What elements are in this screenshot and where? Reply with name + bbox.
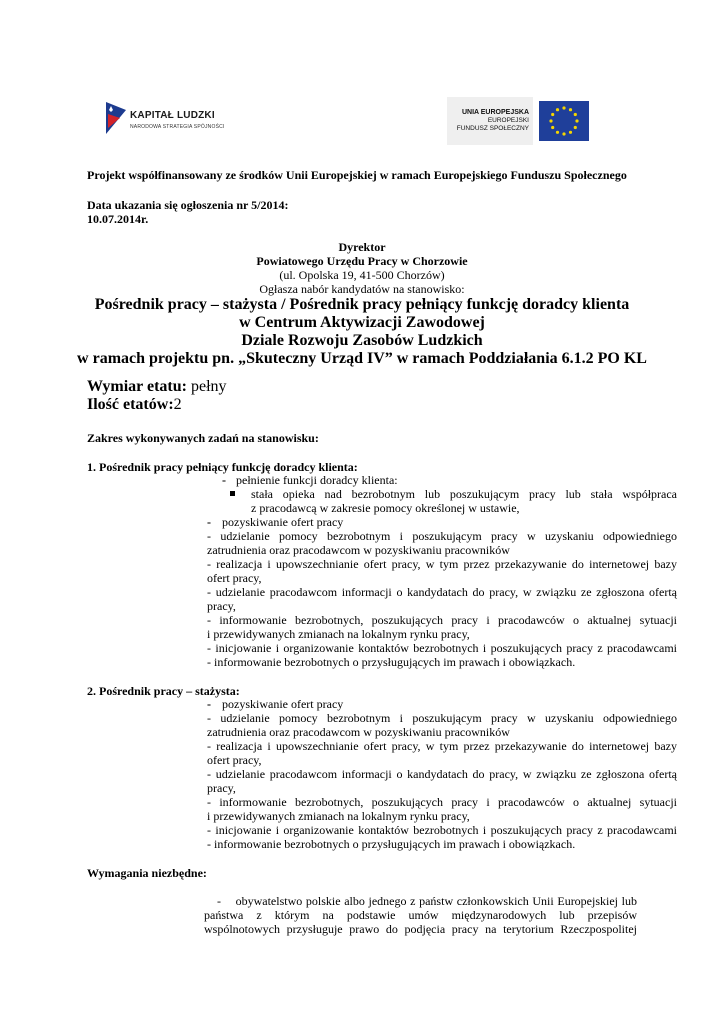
section2-item-pozyskiwanie: pozyskiwanie ofert pracy (222, 697, 344, 711)
square-bullet-icon (230, 491, 235, 496)
eu-logo-text (457, 109, 529, 133)
header-director: Dyrektor (338, 240, 386, 254)
section1-item-info-pracodawcom-line1: - udzielanie pracodawcom informacji o kandydatach do pracy, w związku ze zgłoszona ofertą (207, 585, 677, 599)
section1-item-udzielanie-line1: - udzielanie pomocy bezrobotnym i poszukującym pracy w uzyskaniu odpowiedniego (207, 529, 677, 543)
wymiar-etatu-value: pełny (186, 378, 227, 395)
section1-sub-bullet-line1: stała opieka nad bezrobotnym lub poszukującym pracy lub stała współpraca (251, 487, 677, 501)
section1-item-prawa: - informowanie bezrobotnych o przysługujących im prawach i obowiązkach. (207, 655, 576, 669)
section2-item-informowanie-line2: i przewidywanych zmianach na lokalnym rynku pracy, (207, 809, 470, 823)
wymagania-line1: - obywatelstwo polskie albo jednego z państw członkowskich Unii Europejskiej lub (217, 894, 637, 908)
section2-item-info-pracodawcom-line2: pracy, (207, 781, 236, 795)
section1-item-realizacja-line2: ofert pracy, (207, 571, 262, 585)
section1-item-udzielanie-line2: zatrudnienia oraz pracodawcom w pozyskiwaniu pracowników (207, 543, 510, 557)
section2-item-prawa: - informowanie bezrobotnych o przysługujących im prawach i obowiązkach. (207, 837, 576, 851)
wymiar-etatu (87, 378, 227, 396)
eu-flag-icon (539, 101, 589, 141)
position-title-line4: w ramach projektu pn. „Skuteczny Urząd IV” w ramach Poddziałania 6.1.2 PO KL (77, 350, 647, 367)
wymiar-etatu-label: Wymiar etatu: (87, 378, 187, 395)
zakres-heading: Zakres wykonywanych zadań na stanowisku: (87, 431, 319, 445)
eu-logo (447, 97, 591, 145)
eu-logo-line1: UNIA EUROPEJSKA (461, 109, 529, 116)
eu-logo-line3: FUNDUSZ SPOŁECZNY (456, 125, 529, 132)
section1-item-realizacja-line1: - realizacja i upowszechnianie ofert pracy, w tym przez przekazywanie do internetowej bazy (207, 557, 677, 571)
section2-item-udzielanie-line2: zatrudnienia oraz pracodawcom w pozyskiwaniu pracowników (207, 725, 510, 739)
kapital-ludzki-subtitle: NARODOWA STRATEGIA SPÓJNOŚCI (130, 124, 225, 130)
dash-marker: - (207, 515, 211, 529)
position-title-line3: Dziale Rozwoju Zasobów Ludzkich (241, 332, 483, 349)
kapital-ludzki-title: KAPITAŁ LUDZKI (130, 110, 215, 121)
position-title-line1: Pośrednik pracy – stażysta / Pośrednik pracy pełniący funkcję doradcy klienta (94, 296, 630, 313)
header-address: (ul. Opolska 19, 41-500 Chorzów) (279, 268, 445, 282)
dash-marker: - (207, 697, 211, 711)
section1-sub-bullet-line2: z pracodawcą w zakresie pomocy określonej w ustawie, (251, 501, 520, 515)
kapital-ludzki-logo (104, 100, 224, 138)
eu-logo-text-panel (447, 97, 533, 145)
section2-item-info-pracodawcom-line1: - udzielanie pracodawcom informacji o kandydatach do pracy, w związku ze zgłoszona ofertą (207, 767, 677, 781)
wymagania-line3: wspólnotowych przysługuje prawo do podjęcia pracy na terytorium Rzeczpospolitej (204, 922, 637, 936)
section2-item-realizacja-line1: - realizacja i upowszechnianie ofert pracy, w tym przez przekazywanie do internetowej bazy (207, 739, 677, 753)
header-announcement: Ogłasza nabór kandydatów na stanowisko: (259, 282, 465, 296)
project-cofinancing-line: Projekt współfinansowany ze środków Unii Europejskiej w ramach Europejskiego Funduszu Społecznego (87, 168, 627, 182)
section1-item-informowanie-line1: - informowanie bezrobotnych, poszukujących pracy i pracodawców o aktualnej sytuacji (207, 613, 677, 627)
date-value: 10.07.2014r. (87, 212, 149, 226)
section1-item-informowanie-line2: i przewidywanych zmianach na lokalnym rynku pracy, (207, 627, 470, 641)
section2-heading: 2. Pośrednik pracy – stażysta: (87, 684, 240, 698)
header-office: Powiatowego Urzędu Pracy w Chorzowie (256, 254, 468, 268)
section1-item-inicjowanie: - inicjowanie i organizowanie kontaktów bezrobotnych i poszukujących pracy z pracodawcami (207, 641, 677, 655)
ilosc-etatow-value: 2 (173, 396, 182, 413)
wymagania-heading: Wymagania niezbędne: (87, 866, 207, 880)
section1-item-pozyskiwanie: pozyskiwanie ofert pracy (222, 515, 344, 529)
dash-marker: - (222, 473, 226, 487)
kapital-ludzki-emblem-icon (104, 100, 128, 136)
wymagania-line2: państwa z którym na podstawie umów międzynarodowych lub przepisów (204, 908, 637, 922)
section1-item-pelnienie: pełnienie funkcji doradcy klienta: (236, 473, 398, 487)
ilosc-etatow-label: Ilość etatów: (87, 396, 174, 413)
eu-logo-line2: EUROPEJSKI (487, 117, 529, 124)
date-label: Data ukazania się ogłoszenia nr 5/2014: (87, 198, 289, 212)
section2-item-udzielanie-line1: - udzielanie pomocy bezrobotnym i poszukującym pracy w uzyskaniu odpowiedniego (207, 711, 677, 725)
section2-item-informowanie-line1: - informowanie bezrobotnych, poszukujących pracy i pracodawców o aktualnej sytuacji (207, 795, 677, 809)
section1-heading: 1. Pośrednik pracy pełniący funkcję doradcy klienta: (87, 460, 358, 474)
section2-item-inicjowanie: - inicjowanie i organizowanie kontaktów bezrobotnych i poszukujących pracy z pracodawcami (207, 823, 677, 837)
position-title-line2: w Centrum Aktywizacji Zawodowej (239, 314, 485, 331)
section2-item-realizacja-line2: ofert pracy, (207, 753, 262, 767)
ilosc-etatow (87, 396, 182, 414)
section1-item-info-pracodawcom-line2: pracy, (207, 599, 236, 613)
